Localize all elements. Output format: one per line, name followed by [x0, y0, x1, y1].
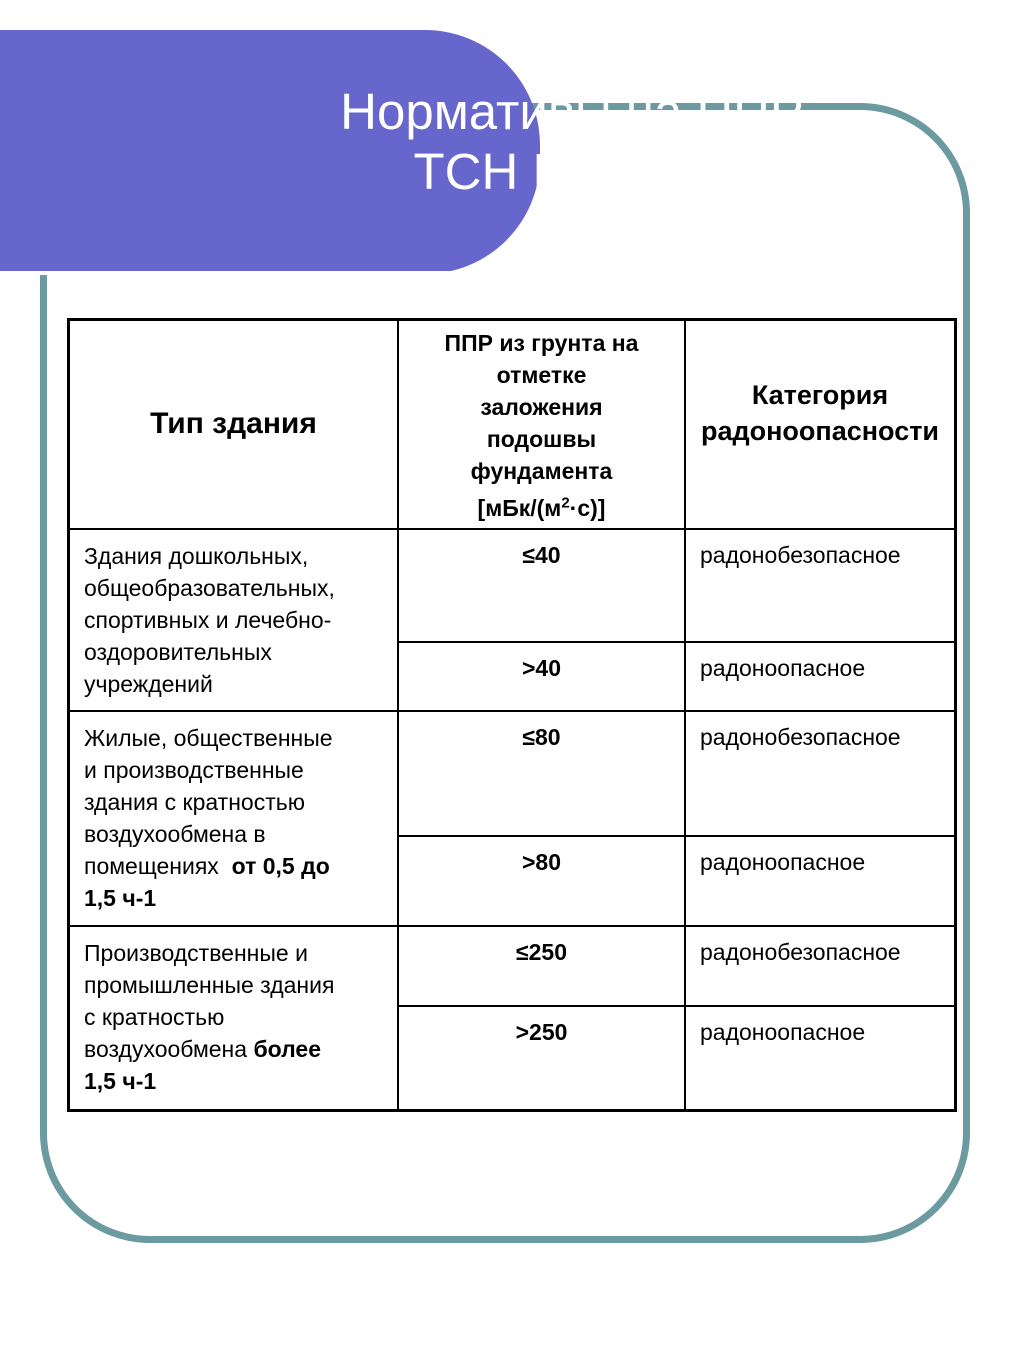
type-line: и производственные	[84, 756, 304, 783]
header-ppr-line: отметке	[496, 362, 587, 388]
ppr-value: ≤250	[398, 926, 685, 1006]
type-bold-text: 1,5 ч-1	[84, 1067, 157, 1094]
type-bold-text: более	[253, 1035, 322, 1062]
building-type-cell	[69, 529, 399, 711]
radon-norms-table	[67, 318, 957, 1112]
header-category-line: Категория	[751, 380, 889, 411]
type-bold-text: 1,5 ч-1	[84, 884, 157, 911]
slide-title	[222, 82, 922, 202]
header-ppr-line: фундамента	[470, 458, 613, 484]
building-type-cell	[69, 926, 399, 1111]
unit-suffix: ·с)]	[569, 494, 606, 521]
type-line: учреждений	[84, 670, 213, 697]
type-line: общеобразовательных,	[84, 574, 335, 601]
type-line: Производственные и	[84, 939, 308, 966]
header-row	[69, 320, 956, 529]
unit-superscript: 2	[561, 494, 570, 511]
unit-prefix: [мБк/(м	[477, 494, 562, 521]
type-line: помещениях	[84, 852, 232, 879]
header-ppr-line: ППР из грунта на	[444, 330, 639, 356]
ppr-value: >80	[398, 836, 685, 926]
type-line: воздухообмена в	[84, 820, 266, 847]
type-bold-text: от 0,5 до	[231, 852, 330, 879]
type-line: оздоровительных	[84, 638, 272, 665]
header-ppr-line: заложения	[480, 394, 603, 420]
category-value: радоноопасное	[685, 642, 956, 711]
type-line: Здания дошкольных,	[84, 542, 309, 569]
category-value: радонобезопасное	[685, 529, 956, 642]
type-line: спортивных и лечебно-	[84, 606, 332, 633]
category-value: радоноопасное	[685, 836, 956, 926]
title-bar	[0, 30, 804, 274]
ppr-value: >250	[398, 1006, 685, 1111]
table-row	[69, 529, 956, 642]
type-line: промышленные здания	[84, 971, 335, 998]
header-category-line: радоноопасности	[700, 416, 940, 447]
header-category	[685, 320, 956, 529]
type-line: с кратностью	[84, 1003, 225, 1030]
header-ppr-unit	[478, 495, 606, 521]
category-value: радонобезопасное	[685, 926, 956, 1006]
type-line: здания с кратностью	[84, 788, 305, 815]
table-row	[69, 711, 956, 836]
ppr-value: >40	[398, 642, 685, 711]
title-line-2: ТСН РБ-2004	[413, 143, 731, 200]
header-ppr	[398, 320, 685, 529]
title-line-1: Нормативы на ППР	[340, 83, 804, 140]
category-value: радонобезопасное	[685, 711, 956, 836]
type-line: Жилые, общественные	[84, 724, 333, 751]
title-underline	[0, 271, 522, 275]
ppr-value: ≤40	[398, 529, 685, 642]
building-type-cell	[69, 711, 399, 926]
table-row	[69, 926, 956, 1006]
type-line: воздухообмена	[84, 1035, 254, 1062]
ppr-value: ≤80	[398, 711, 685, 836]
header-ppr-line: подошвы	[486, 426, 597, 452]
header-building-type: Тип здания	[69, 320, 399, 529]
category-value: радоноопасное	[685, 1006, 956, 1111]
